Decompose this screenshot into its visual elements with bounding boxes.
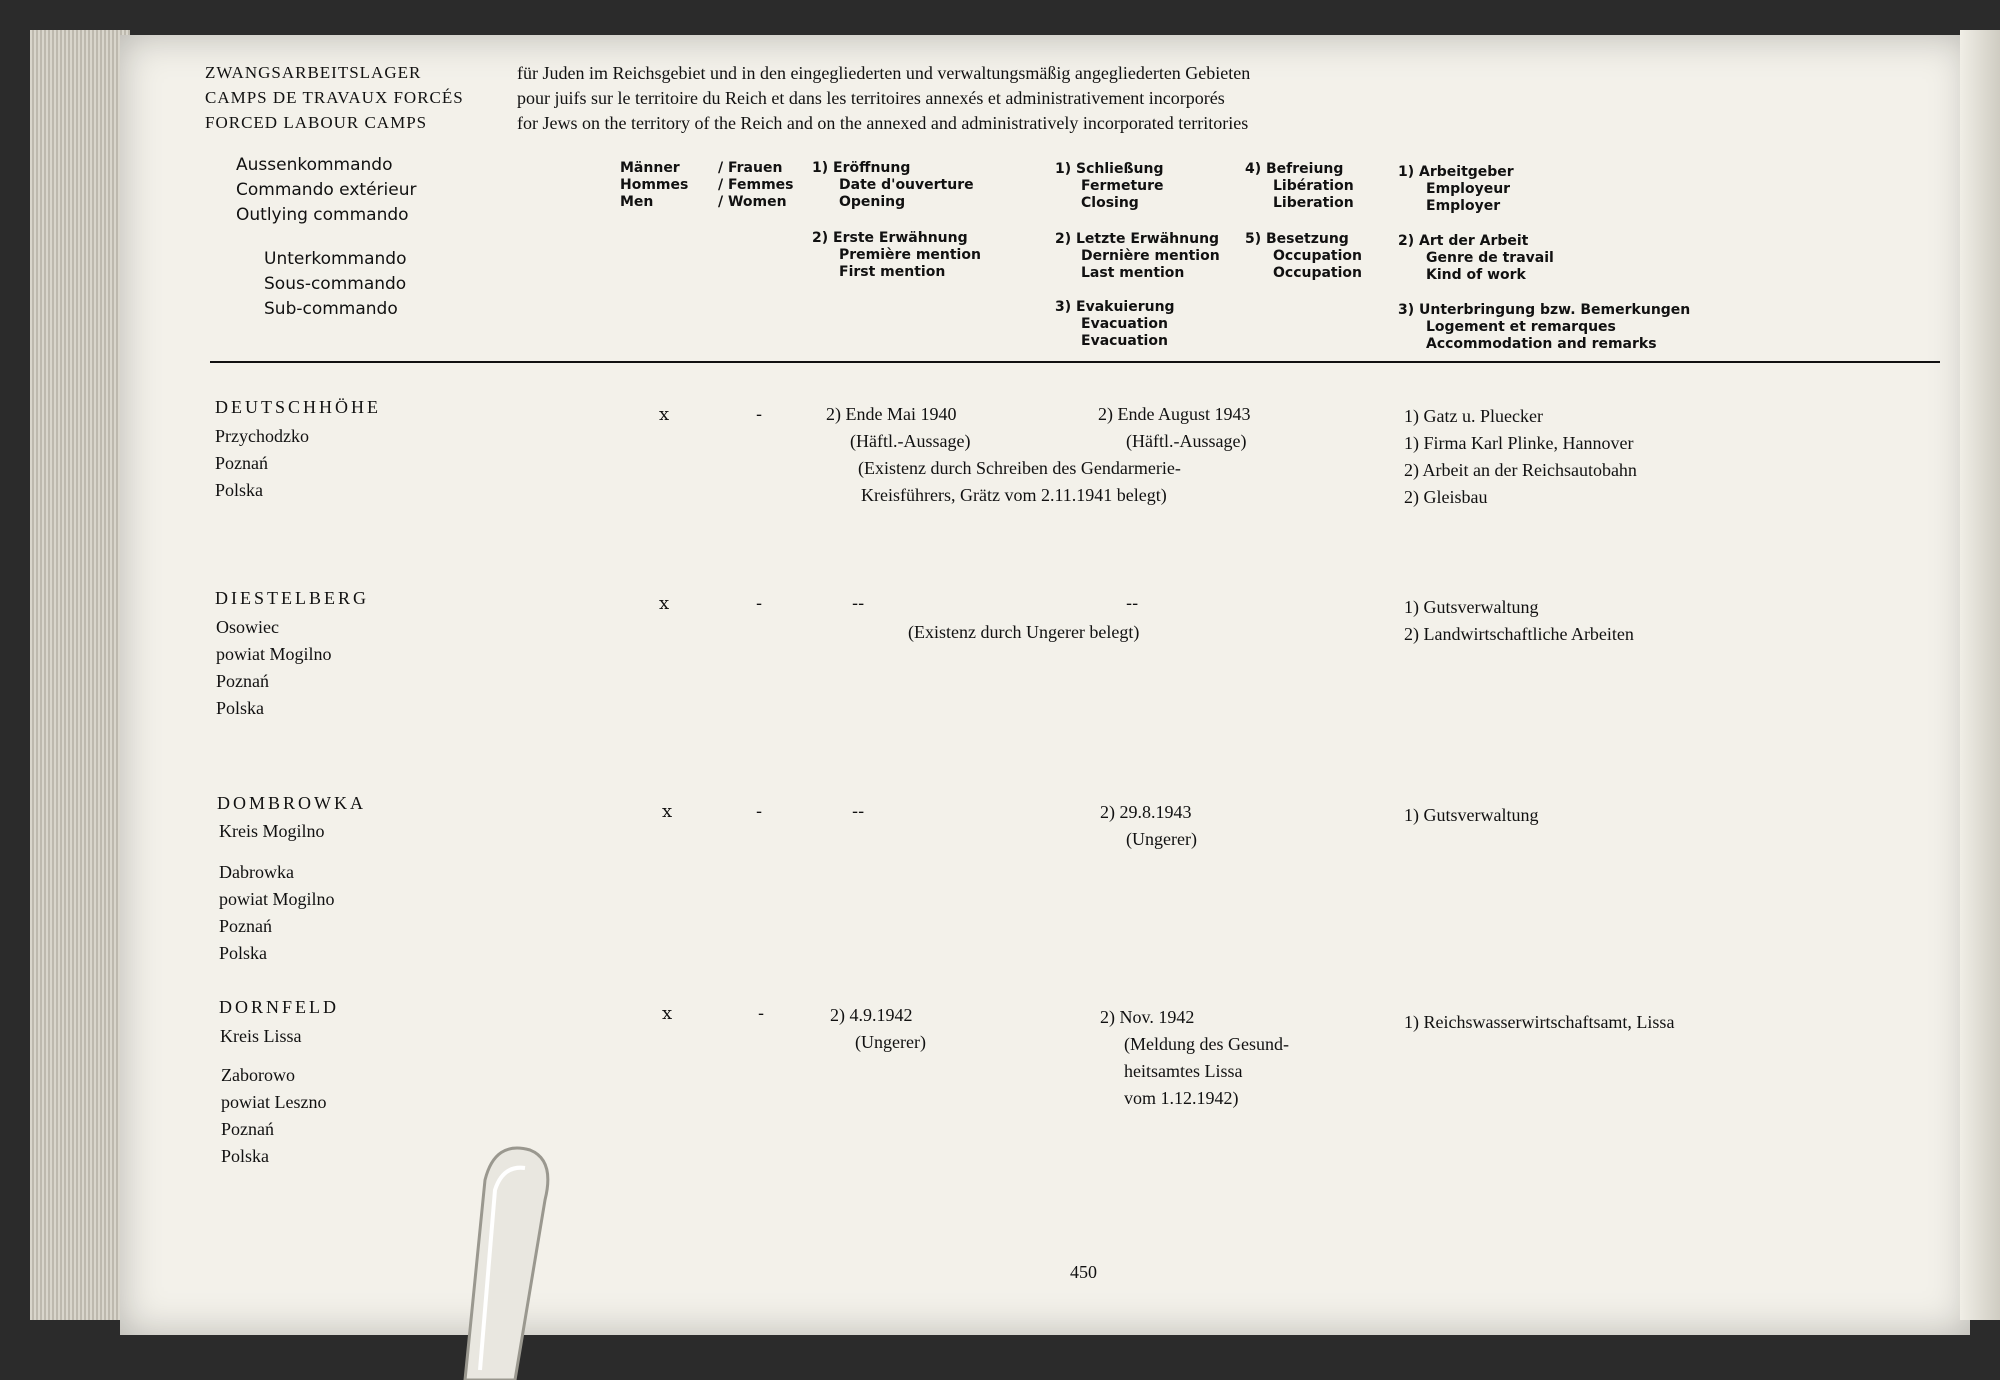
col-header-accommodation-en: Accommodation and remarks xyxy=(1426,336,1657,352)
entry-location xyxy=(220,1023,301,1050)
col-header-evacuation-fr: Evacuation xyxy=(1081,316,1168,332)
intro-line-fr: pour juifs sur le territoire du Reich et dans les territoires annexés et administrativement incorporés xyxy=(517,88,1225,108)
camp-titles xyxy=(205,60,464,135)
opening-cell xyxy=(826,401,970,455)
remark-line: 1) Gatz u. Pluecker xyxy=(1404,406,1543,426)
col-header-opening-de: 1) Eröffnung xyxy=(812,160,911,176)
location-line: Poznań xyxy=(216,671,269,691)
intro-line-en: for Jews on the territory of the Reich and on the annexed and administratively incorporated territories xyxy=(517,113,1249,133)
col-header-closing-fr: Fermeture xyxy=(1081,178,1164,194)
col-header-liberation-en: Liberation xyxy=(1273,195,1354,211)
remark-line: 2) Arbeit an der Reichsautobahn xyxy=(1404,460,1637,480)
remarks-cell xyxy=(1404,403,1637,511)
col-header-evacuation-en: Evacuation xyxy=(1081,333,1168,349)
remark-line: 2) Landwirtschaftliche Arbeiten xyxy=(1404,624,1634,644)
col-header-liberation-de: 4) Befreiung xyxy=(1245,161,1344,177)
closing-cell: -- xyxy=(1126,593,1139,614)
camp-title-de: ZWANGSARBEITSLAGER xyxy=(205,63,422,82)
entry-name: DOMBROWKA xyxy=(217,793,367,813)
col-header-last-mention-en: Last mention xyxy=(1081,265,1185,281)
remark-line: 1) Firma Karl Plinke, Hannover xyxy=(1404,433,1634,453)
location-line: Polska xyxy=(215,480,264,500)
remark-line: 2) Gleisbau xyxy=(1404,487,1488,507)
closing-line: vom 1.12.1942) xyxy=(1124,1088,1239,1108)
entry-name: DIESTELBERG xyxy=(215,588,369,608)
col-header-employer-fr: Employeur xyxy=(1426,181,1511,197)
location-line: Polska xyxy=(219,943,268,963)
location-line: Poznań xyxy=(221,1119,274,1139)
location-line: Przychodzko xyxy=(215,426,309,446)
entry-name: DORNFELD xyxy=(219,997,340,1017)
entry-location-secondary xyxy=(219,859,335,967)
col-header-opening xyxy=(812,160,974,211)
col-header-evacuation-de: 3) Evakuierung xyxy=(1055,299,1175,315)
col-header-men-en: Men xyxy=(620,194,654,210)
facing-page-edge xyxy=(1960,30,2000,1320)
header-divider-rule xyxy=(210,361,1940,363)
closing-line: 2) Nov. 1942 xyxy=(1100,1007,1195,1027)
location-line: Dabrowka xyxy=(219,862,294,882)
intro-line-de: für Juden im Reichsgebiet und in den eingegliederten und verwaltungsmäßig angegliederten Gebieten xyxy=(517,63,1251,83)
col-header-employer-de: 1) Arbeitgeber xyxy=(1398,164,1514,180)
note-line: Kreisführers, Grätz vom 2.11.1941 belegt) xyxy=(861,485,1167,505)
col-header-evacuation xyxy=(1055,299,1175,350)
remarks-cell xyxy=(1404,594,1634,648)
page-holder-glass xyxy=(445,1140,555,1380)
men-mark: x xyxy=(659,404,670,425)
opening-cell xyxy=(830,1002,926,1056)
women-mark: - xyxy=(756,404,763,425)
opening-cell: -- xyxy=(852,593,865,614)
col-header-occupation xyxy=(1245,231,1362,282)
col-header-last-mention-fr: Dernière mention xyxy=(1081,248,1220,264)
closing-line: (Häftl.-Aussage) xyxy=(1126,431,1247,451)
intro-text xyxy=(517,61,1250,136)
closing-cell xyxy=(1098,401,1251,455)
remark-line: 1) Reichswasserwirtschaftsamt, Lissa xyxy=(1404,1012,1675,1032)
opening-line: (Häftl.-Aussage) xyxy=(850,431,971,451)
col-header-kind-of-work-en: Kind of work xyxy=(1426,267,1526,283)
col-header-occupation-fr: Occupation xyxy=(1273,248,1363,264)
existence-note: (Existenz durch Ungerer belegt) xyxy=(908,622,1140,642)
subcommando-labels xyxy=(264,247,406,322)
closing-cell xyxy=(1100,1004,1289,1112)
men-mark: x xyxy=(659,593,670,614)
location-line: Polska xyxy=(221,1146,270,1166)
col-header-men-fr: Hommes xyxy=(620,177,689,193)
col-header-accommodation xyxy=(1398,302,1690,353)
col-header-occupation-en: Occupation xyxy=(1273,265,1363,281)
location-line: Poznań xyxy=(215,453,268,473)
col-header-men xyxy=(620,160,688,211)
camp-title-fr: CAMPS DE TRAVAUX FORCÉS xyxy=(205,88,464,107)
subcommando-label-en: Sub-commando xyxy=(264,299,398,319)
book-page xyxy=(120,35,1970,1335)
opening-line: 2) 4.9.1942 xyxy=(830,1005,913,1025)
women-mark: - xyxy=(756,593,763,614)
col-header-liberation-fr: Libération xyxy=(1273,178,1354,194)
col-header-women-de: / Frauen xyxy=(718,160,783,176)
location-line: Poznań xyxy=(219,916,272,936)
commando-label-de: Aussenkommando xyxy=(236,155,393,175)
subcommando-label-fr: Sous-commando xyxy=(264,274,407,294)
col-header-kind-of-work-de: 2) Art der Arbeit xyxy=(1398,233,1529,249)
col-header-occupation-de: 5) Besetzung xyxy=(1245,231,1349,247)
col-header-men-de: Männer xyxy=(620,160,680,176)
location-line: Kreis Lissa xyxy=(220,1026,302,1046)
entry-location xyxy=(219,818,325,845)
commando-labels xyxy=(236,153,416,228)
note-line: (Existenz durch Schreiben des Gendarmerie- xyxy=(858,458,1181,478)
closing-line: 2) 29.8.1943 xyxy=(1100,802,1192,822)
entry-location xyxy=(215,423,309,504)
col-header-kind-of-work xyxy=(1398,233,1554,284)
entry-name: DEUTSCHHÖHE xyxy=(215,397,381,417)
location-line: Osowiec xyxy=(216,617,279,637)
closing-cell xyxy=(1100,799,1197,853)
col-header-closing-de: 1) Schließung xyxy=(1055,161,1164,177)
remark-line: 1) Gutsverwaltung xyxy=(1404,805,1539,825)
col-header-first-mention-de: 2) Erste Erwähnung xyxy=(812,230,968,246)
entry-location-secondary xyxy=(221,1062,326,1170)
col-header-opening-fr: Date d'ouverture xyxy=(839,177,974,193)
col-header-accommodation-de: 3) Unterbringung bzw. Bemerkungen xyxy=(1398,302,1691,318)
commando-label-en: Outlying commando xyxy=(236,205,409,225)
col-header-first-mention xyxy=(812,230,981,281)
book-page-edges xyxy=(30,30,130,1320)
location-line: Polska xyxy=(216,698,265,718)
remarks-cell xyxy=(1404,802,1538,829)
col-header-closing-en: Closing xyxy=(1081,195,1139,211)
closing-line: 2) Ende August 1943 xyxy=(1098,404,1251,424)
col-header-opening-en: Opening xyxy=(839,194,906,210)
women-mark: - xyxy=(758,1003,765,1024)
col-header-women-fr: / Femmes xyxy=(718,177,794,193)
col-header-employer xyxy=(1398,164,1514,215)
col-header-employer-en: Employer xyxy=(1426,198,1501,214)
existence-note xyxy=(858,455,1181,509)
closing-line: (Meldung des Gesund- xyxy=(1124,1034,1289,1054)
subcommando-label-de: Unterkommando xyxy=(264,249,407,269)
commando-label-fr: Commando extérieur xyxy=(236,180,417,200)
location-line: powiat Mogilno xyxy=(219,889,335,909)
col-header-first-mention-en: First mention xyxy=(839,264,946,280)
col-header-first-mention-fr: Première mention xyxy=(839,247,981,263)
camp-title-en: FORCED LABOUR CAMPS xyxy=(205,113,428,132)
closing-line: (Ungerer) xyxy=(1126,829,1197,849)
women-mark: - xyxy=(756,801,763,822)
col-header-women xyxy=(718,160,793,211)
opening-cell: -- xyxy=(852,801,865,822)
col-header-last-mention xyxy=(1055,231,1220,282)
col-header-liberation xyxy=(1245,161,1354,212)
col-header-last-mention-de: 2) Letzte Erwähnung xyxy=(1055,231,1220,247)
col-header-accommodation-fr: Logement et remarques xyxy=(1426,319,1616,335)
location-line: Kreis Mogilno xyxy=(219,821,325,841)
men-mark: x xyxy=(662,1003,673,1024)
col-header-kind-of-work-fr: Genre de travail xyxy=(1426,250,1554,266)
men-mark: x xyxy=(662,801,673,822)
location-line: Zaborowo xyxy=(221,1065,295,1085)
location-line: powiat Leszno xyxy=(221,1092,327,1112)
col-header-women-en: / Women xyxy=(718,194,787,210)
page-number: 450 xyxy=(1070,1262,1097,1282)
entry-location xyxy=(216,614,332,722)
remark-line: 1) Gutsverwaltung xyxy=(1404,597,1539,617)
location-line: powiat Mogilno xyxy=(216,644,332,664)
opening-line: 2) Ende Mai 1940 xyxy=(826,404,957,424)
opening-line: (Ungerer) xyxy=(855,1032,926,1052)
closing-line: heitsamtes Lissa xyxy=(1124,1061,1243,1081)
col-header-closing xyxy=(1055,161,1164,212)
remarks-cell xyxy=(1404,1009,1674,1036)
